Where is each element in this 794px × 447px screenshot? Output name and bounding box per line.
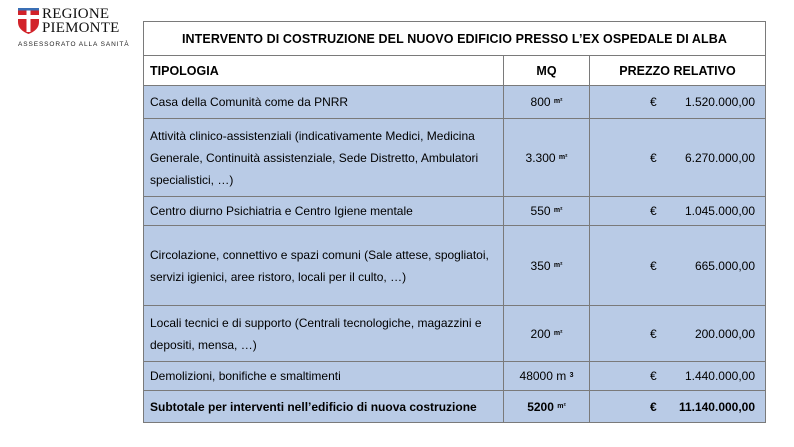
cell-mq — [504, 197, 590, 226]
header-mq: MQ — [504, 56, 590, 86]
cell-tipologia: Attività clinico-assistenziali (indicativamente Medici, Medicina Generale, Continuità assistenziale, Sede Distretto, Ambulatori specialistici, …) — [144, 119, 504, 197]
table-title-row — [144, 22, 766, 56]
table-row — [144, 86, 766, 119]
cell-prezzo — [590, 306, 766, 362]
mq-value: 200 — [530, 326, 551, 341]
cost-table — [143, 21, 766, 423]
currency-symbol: € — [650, 150, 657, 165]
cell-tipologia: Demolizioni, bonifiche e smaltimenti — [144, 362, 504, 391]
cell-mq — [504, 119, 590, 197]
currency-symbol: € — [650, 399, 657, 414]
cell-prezzo — [590, 362, 766, 391]
mq-unit: m² — [553, 98, 563, 105]
cell-tipologia: Locali tecnici e di supporto (Centrali tecnologiche, magazzini e depositi, mensa, …) — [144, 306, 504, 362]
mq-value: 5200 — [527, 399, 554, 414]
table-row — [144, 119, 766, 197]
cell-prezzo — [590, 86, 766, 119]
price-amount: 1.045.000,00 — [684, 204, 756, 218]
cell-mq — [504, 86, 590, 119]
subtotal-row — [144, 391, 766, 423]
cell-mq — [504, 306, 590, 362]
mq-value: 3.300 — [525, 150, 556, 165]
cell-tipologia: Subtotale per interventi nell’edificio di nuova costruzione — [144, 391, 504, 423]
mq-unit: m² — [553, 329, 563, 337]
table-title: INTERVENTO DI COSTRUZIONE DEL NUOVO EDIFICIO PRESSO L’EX OSPEDALE DI ALBA — [144, 22, 766, 56]
mq-value: 800 — [530, 95, 551, 109]
cell-prezzo — [590, 391, 766, 423]
logo-line-2: PIEMONTE — [42, 20, 120, 36]
header-tipologia: TIPOLOGIA — [144, 56, 504, 86]
cell-mq — [504, 391, 590, 423]
price-amount: 6.270.000,00 — [684, 150, 756, 165]
cell-prezzo — [590, 119, 766, 197]
table-row — [144, 226, 766, 306]
currency-symbol: € — [650, 204, 657, 218]
cell-tipologia: Circolazione, connettivo e spazi comuni (Sale attese, spogliatoi, servizi igienici, aree ristoro, locali per il culto, …) — [144, 226, 504, 306]
currency-symbol: € — [650, 326, 657, 341]
cell-tipologia: Centro diurno Psichiatria e Centro Igiene mentale — [144, 197, 504, 226]
cell-prezzo — [590, 226, 766, 306]
cell-mq — [504, 226, 590, 306]
mq-unit: m² — [553, 261, 563, 269]
mq-value: 550 — [530, 204, 551, 218]
currency-symbol: € — [650, 369, 657, 383]
price-amount: 1.520.000,00 — [684, 95, 756, 109]
cell-tipologia: Casa della Comunità come da PNRR — [144, 86, 504, 119]
table-row — [144, 306, 766, 362]
cell-prezzo — [590, 197, 766, 226]
table-row — [144, 362, 766, 391]
mq-value: 48000 m — [519, 369, 567, 383]
cell-mq — [504, 362, 590, 391]
currency-symbol: € — [650, 95, 657, 109]
price-amount: 665.000,00 — [694, 258, 756, 273]
header-prezzo: PREZZO RELATIVO — [590, 56, 766, 86]
mq-unit: m² — [553, 207, 563, 214]
table-row — [144, 197, 766, 226]
mq-unit: 3 — [569, 372, 574, 379]
price-amount: 1.440.000,00 — [684, 369, 756, 383]
mq-unit: m² — [558, 153, 568, 161]
currency-symbol: € — [650, 258, 657, 273]
price-amount: 11.140.000,00 — [678, 399, 756, 414]
mq-value: 350 — [530, 258, 551, 273]
logo-line-1: REGIONE — [42, 6, 110, 22]
regione-piemonte-logo — [18, 7, 140, 47]
piemonte-shield-icon — [18, 8, 39, 34]
mq-unit: m² — [557, 402, 566, 410]
logo-subtitle: ASSESSORATO ALLA SANITÀ — [18, 41, 130, 48]
price-amount: 200.000,00 — [694, 326, 756, 341]
table-header-row — [144, 56, 766, 86]
logo-wordmark — [42, 7, 119, 35]
